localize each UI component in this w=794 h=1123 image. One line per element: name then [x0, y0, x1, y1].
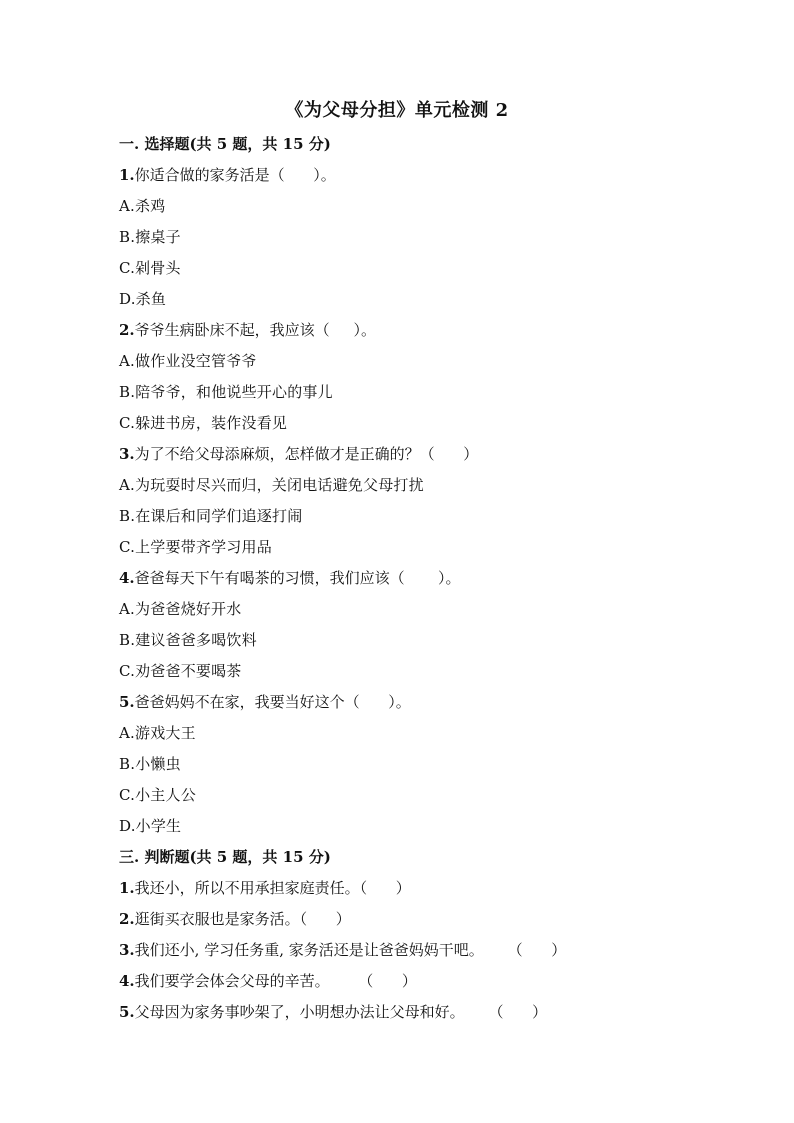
question-number: 3. — [119, 941, 135, 959]
question-3 — [119, 444, 478, 464]
judgement-question-1 — [119, 878, 411, 898]
judgement-question-3 — [119, 940, 566, 960]
judgement-question-5 — [119, 1002, 547, 1022]
option-b: B.在课后和同学们追逐打闹 — [119, 507, 303, 525]
option-b: B.建议爸爸多喝饮料 — [119, 631, 257, 649]
option-a: A.杀鸡 — [119, 197, 166, 215]
question-text: 父母因为家务事吵架了，小明想办法让父母和好。 （ ） — [134, 1003, 548, 1021]
question-number: 5. — [119, 1003, 135, 1021]
question-number: 1. — [119, 166, 135, 184]
section-heading-choice: 一. 选择题(共 5 题，共 15 分) — [119, 135, 331, 153]
question-text: 爸爸每天下午有喝茶的习惯，我们应该（ ）。 — [134, 569, 461, 587]
option-a: A.为玩耍时尽兴而归，关闭电话避免父母打扰 — [119, 476, 424, 494]
option-b: B.陪爷爷，和他说些开心的事儿 — [119, 383, 333, 401]
question-2 — [119, 320, 376, 340]
question-text: 你适合做的家务活是（ ）。 — [134, 166, 336, 184]
option-b: B.擦桌子 — [119, 228, 181, 246]
judgement-question-2 — [119, 909, 351, 929]
question-text: 逛街买衣服也是家务活。（ ） — [134, 910, 351, 928]
option-b: B.小懒虫 — [119, 755, 181, 773]
question-number: 5. — [119, 693, 135, 711]
section-heading-judgement: 三. 判断题(共 5 题，共 15 分) — [119, 848, 331, 866]
question-text: 爸爸妈妈不在家，我要当好这个（ ）。 — [134, 693, 411, 711]
question-4 — [119, 568, 461, 588]
judgement-question-4 — [119, 971, 417, 991]
option-c: C.上学要带齐学习用品 — [119, 538, 272, 556]
question-5 — [119, 692, 411, 712]
option-a: A.游戏大王 — [119, 724, 196, 742]
question-1 — [119, 165, 336, 185]
option-c: C.剁骨头 — [119, 259, 181, 277]
question-text: 我还小，所以不用承担家庭责任。（ ） — [134, 879, 411, 897]
document-title: 《为父母分担》单元检测 2 — [285, 100, 509, 121]
question-number: 2. — [119, 910, 135, 928]
question-number: 3. — [119, 445, 135, 463]
option-a: A.做作业没空管爷爷 — [119, 352, 257, 370]
question-text: 我们要学会体会父母的辛苦。 （ ） — [134, 972, 417, 990]
question-text: 我们还小, 学习任务重, 家务活还是让爸爸妈妈干吧。 （ ） — [134, 941, 567, 959]
option-a: A.为爸爸烧好开水 — [119, 600, 242, 618]
question-number: 4. — [119, 972, 135, 990]
question-number: 2. — [119, 321, 135, 339]
option-d: D.杀鱼 — [119, 290, 167, 308]
question-text: 为了不给父母添麻烦，怎样做才是正确的？（ ） — [134, 445, 479, 463]
option-c: C.小主人公 — [119, 786, 196, 804]
question-text: 爷爷生病卧床不起，我应该（ ）。 — [134, 321, 377, 339]
question-number: 1. — [119, 879, 135, 897]
question-number: 4. — [119, 569, 135, 587]
option-c: C.躲进书房，装作没看见 — [119, 414, 288, 432]
option-c: C.劝爸爸不要喝茶 — [119, 662, 242, 680]
option-d: D.小学生 — [119, 817, 182, 835]
